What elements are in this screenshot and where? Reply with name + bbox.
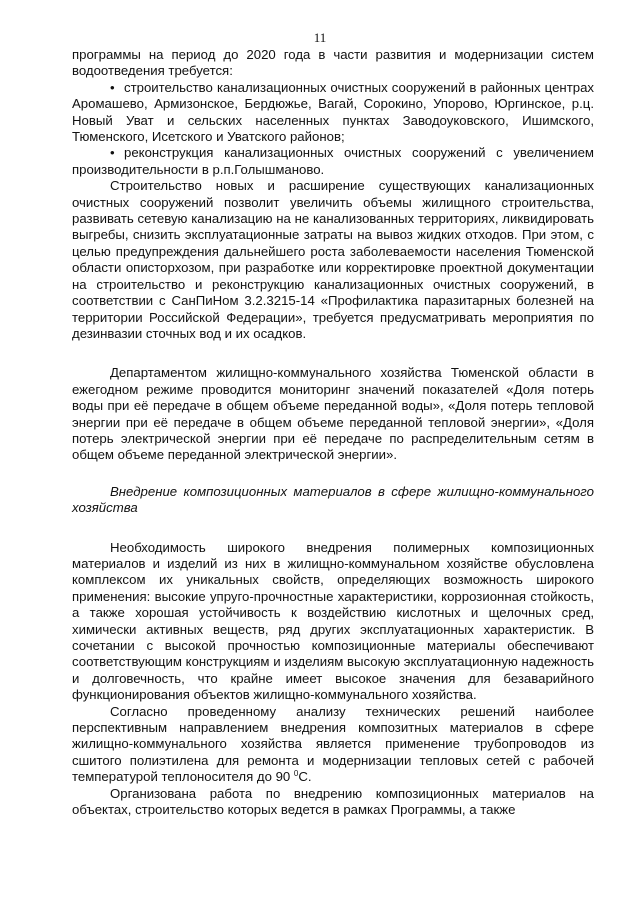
page-number: 11 [313,30,327,45]
document-body [72,47,594,818]
paragraph-water-disposal-intro: программы на период до 2020 года в части развития и модернизации систем водоотведения требуется: [72,47,594,79]
bullet-icon: • [110,145,115,161]
section-heading: Внедрение композиционных материалов в сфере жилищно-коммунального хозяйства [72,483,594,516]
paragraph-polyethylene-pipes [72,704,594,786]
bullet-item-construction-text: строительство канализационных очистных сооружений в районных центрах Аромашево, Армизонское, Бердюжье, Вагай, Сорокино, Упорово, Юргинское, р.ц. Новый Уват и сельских населенных пунктах Заводоуковского, Ишимского, Тюменского, Исетского и Уватского районов; [72,79,594,145]
paragraph-work-organized: Организована работа по внедрению композиционных материалов на объектах, строительство которых ведется в рамках Программы, а также [72,785,594,818]
degree-superscript: 0 [293,769,299,779]
bullet-item-reconstruction-text: реконструкция канализационных очистных сооружений с увеличением производительности в р.п.Голышманово. [72,145,594,177]
bullet-item-reconstruction [72,145,594,178]
bullet-icon: • [110,79,115,95]
paragraph-composites-need: Необходимость широкого внедрения полимерных композиционных материалов и изделий из них в жилищно-коммунальном хозяйстве обусловлена комплексом их уникальных свойств, определяющих возможность широкого применения: высокие упруго-прочностные характеристики, коррозионная стойкость, а также хорошая устойчивость к воздействию кислотных и щелочных сред, химически активных веществ, ряд других эксплуатационных характеристик. В сочетании с высокой прочностью композиционные материалы обеспечивают соответствующим конструкциям и изделиям высокую эксплуатационную надежность и долговечность, что крайне имеет высокое значения для безаварийного функционирования объектов жилищно-коммунального хозяйства. [72,539,594,703]
paragraph-treatment-construction: Строительство новых и расширение существующих канализационных очистных сооружений позволит увеличить объемы жилищного строительства, развивать сетевую канализацию на не канализованных территориях, ликвидировать выгребы, снизить эксплуатационные затраты на вывоз жидких отходов. При этом, с целью предупреждения дальнейшего роста заболеваемости населения Тюменской области описторхозом, при разработке или корректировке проектной документации на строительство и реконструкцию канализационных очистных сооружений, в соответствии с СанПиНом 3.2.3215-14 «Профилактика паразитарных болезней на территории Российской Федерации», требуется предусматривать мероприятия по дезинвазии сточных вод и их осадков. [72,178,594,341]
paragraph-polyethylene-pipes-text: Согласно проведенному анализу технических решений наиболее перспективным направлением внедрения композитных материалов в сфере жилищно-коммунального хозяйства является применение трубопроводов из сшитого полиэтилена для ремонта и модернизации тепловых сетей с рабочей температурой теплоносителя до 90 [72,703,594,785]
bullet-item-construction [72,80,594,146]
temperature-unit: С. [298,769,312,785]
paragraph-monitoring: Департаментом жилищно-коммунального хозяйства Тюменской области в ежегодном режиме проводится мониторинг значений показателей «Доля потерь воды при её передаче в общем объеме переданной воды», «Доля потерь тепловой энергии при её передаче в общем объеме переданной тепловой энергии», «Доля потерь электрической энергии при её передаче по распределительным сетям в общем объеме переданной электрической энергии». [72,365,594,463]
